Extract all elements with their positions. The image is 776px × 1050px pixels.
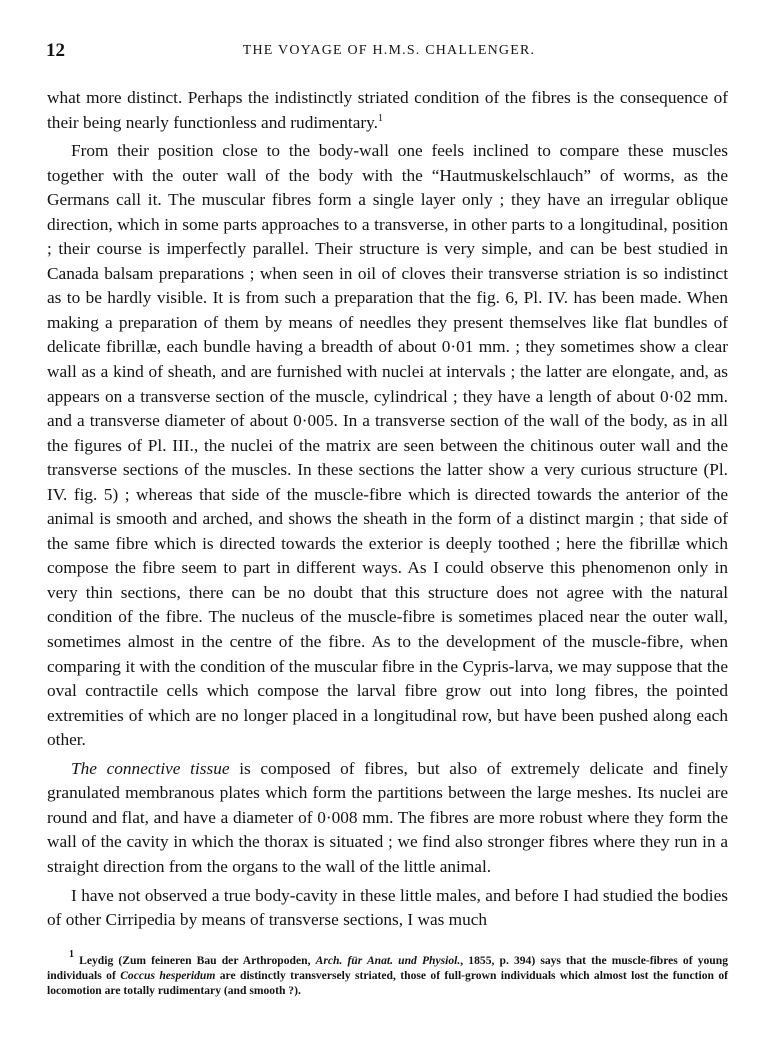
paragraph-1-text: what more distinct. Perhaps the indistinctly striated condition of the fibres is the consequence of their being nearly functionless and rudimentary. — [47, 88, 728, 132]
connective-tissue-heading: The connective tissue — [71, 758, 230, 778]
footnote-ref: 1 — [377, 112, 383, 124]
page-number: 12 — [46, 40, 65, 61]
body-text — [47, 86, 728, 933]
paragraph-1 — [47, 86, 728, 135]
paragraph-2: From their position close to the body-wall one feels inclined to compare these muscles together with the outer wall of the body with the “Hautmuskelschlauch” of worms, as the Germans call it. The muscular fibres form a single layer only ; they have an irregular oblique direction, which in some parts approaches to a transverse, in other parts to a longitudinal, position ; their course is imperfectly parallel. Their structure is very simple, and can be best studied in Canada balsam preparations ; when seen in oil of cloves their transverse striation is so indistinct as to be hardly visible. It is from such a preparation that the fig. 6, Pl. IV. has been made. When making a preparation of them by means of needles they present themselves like flat bundles of delicate fibrillæ, each bundle having a breadth of about 0·01 mm. ; they sometimes show a clear wall as a kind of sheath, and are furnished with nuclei at intervals ; the latter are elongate, and, as appears on a transverse section of the muscle, cylindrical ; they have a length of about 0·02 mm. and a transverse diameter of about 0·005. In a transverse section of the wall of the body, as in all the figures of Pl. III., the nuclei of the matrix are seen between the chitinous outer wall and the transverse sections of the muscles. In these sections the latter show a very curious structure (Pl. IV. fig. 5) ; whereas that side of the muscle-fibre which is directed towards the anterior of the animal is smooth and arched, and shows the sheath in the form of a distinct margin ; that side of the same fibre which is directed towards the exterior is deeply toothed ; here the fibrillæ which compose the fibre seem to part in different ways. As I could observe this phenomenon only in very thin sections, there can be no doubt that this structure does not agree with the natural condition of the fibre. The nucleus of the muscle-fibre is sometimes placed near the outer wall, sometimes almost in the centre of the fibre. As to the development of the muscle-fibre, when comparing it with the condition of the muscular fibre in the Cypris-larva, we may suppose that the oval contractile cells which compose the larval fibre grow out into long fibres, the pointed extremities of which are no longer placed in a longitudinal row, but have been pushed along each other. — [47, 141, 728, 750]
footnote-species: Coccus hesperidum — [120, 969, 216, 982]
paragraph-3 — [47, 757, 728, 880]
page-header — [46, 40, 732, 64]
paragraph-4: I have not observed a true body-cavity in these little males, and before I had studied the bodies of other Cirripedia by means of transverse sections, I was much — [47, 885, 728, 930]
footnote — [47, 949, 728, 998]
footnote-text-1: Leydig (Zum feineren Bau der Arthropoden, — [74, 954, 316, 967]
footnote-text-2: , 1855, p. 394) says that the muscle-fibres of young individuals of — [47, 954, 728, 982]
footnote-marker: 1 — [69, 949, 74, 960]
running-title: THE VOYAGE OF H.M.S. CHALLENGER. — [242, 43, 536, 58]
paragraph-3-text: is composed of fibres, but also of extremely delicate and finely granulated membranous plates which form the partitions between the large meshes. Its nuclei are round and flat, and have a diameter of 0·008 mm. The fibres are more robust where they form the wall of the cavity in which the thorax is situated ; we find also stronger fibres where they run in a straight direction from the organs to the wall of the little animal. — [47, 758, 728, 876]
footnote-text-3: are distinctly transversely striated, those of full-grown individuals which almost lost the function of locomotion are totally rudimentary (and smooth ?). — [47, 969, 728, 997]
footnote-journal: Arch. für Anat. und Physiol. — [315, 954, 461, 967]
